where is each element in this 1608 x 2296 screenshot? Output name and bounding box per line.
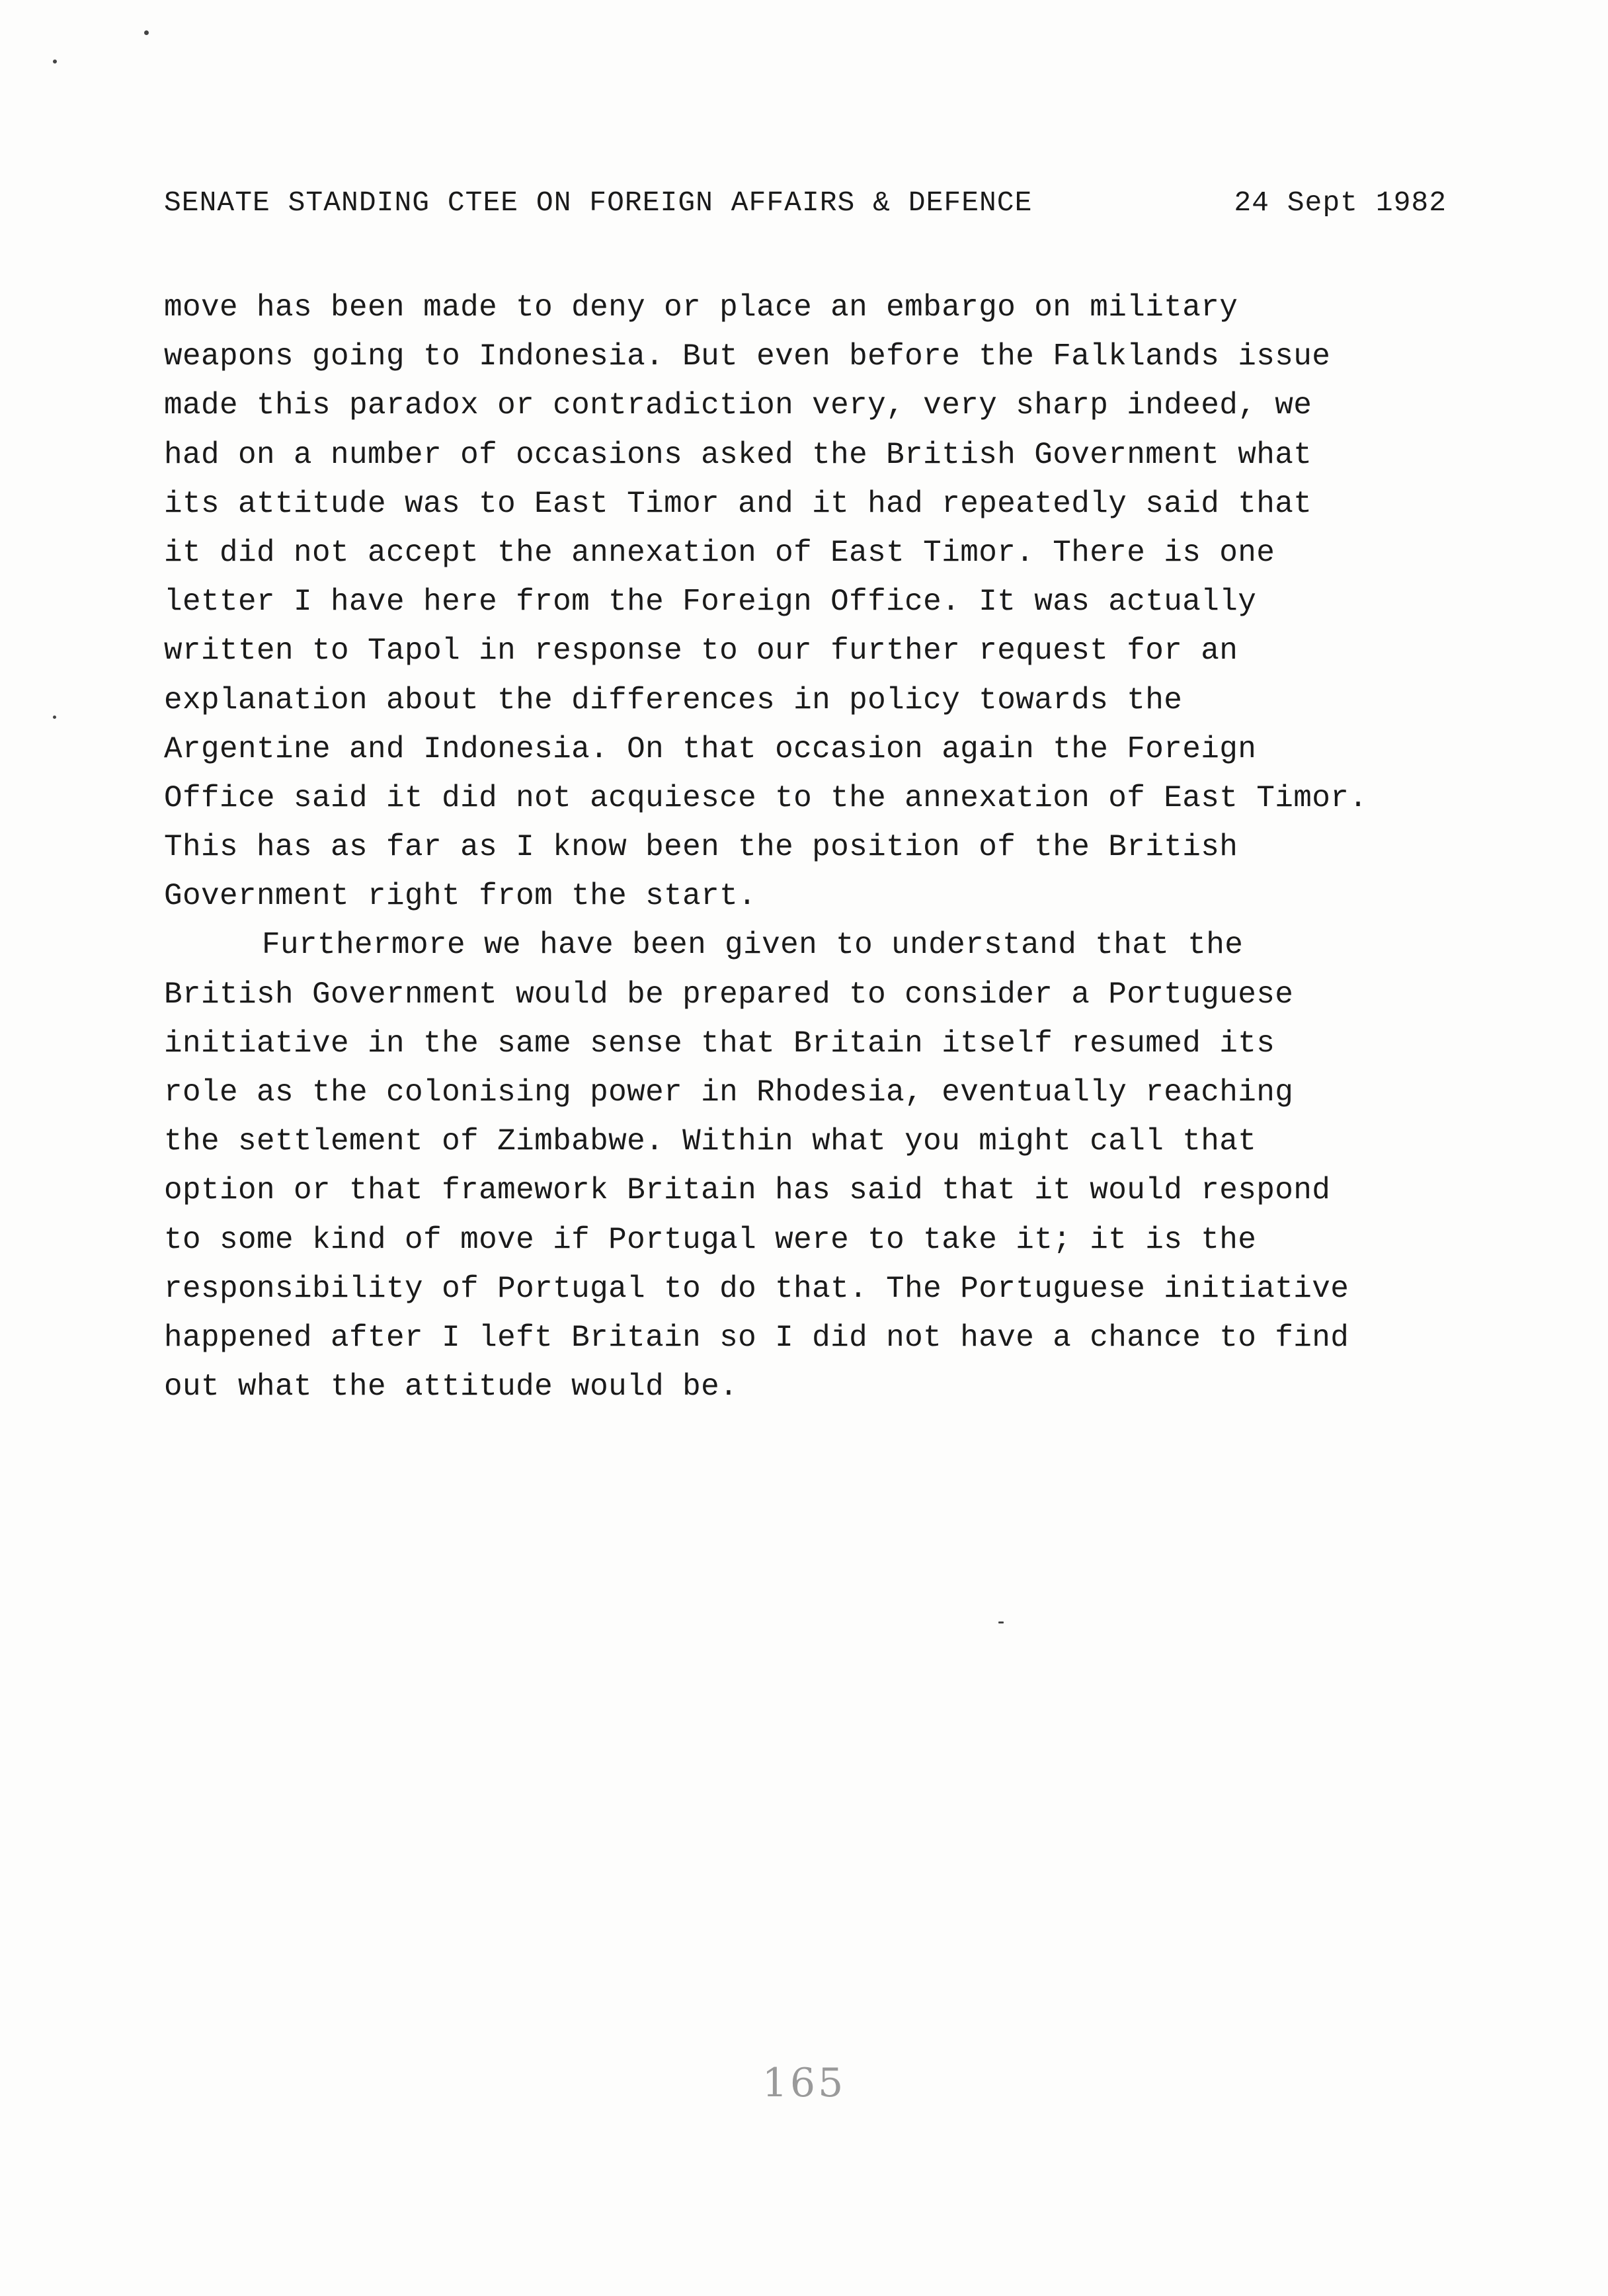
text-line: out what the attitude would be. [164,1370,739,1405]
text-line: made this paradox or contradiction very, very sharp indeed, we [164,388,1312,423]
text-line: happened after I left Britain so I did not have a chance to find [164,1320,1349,1355]
paragraph-start-line: Furthermore we have been given to understand that the [262,928,1244,963]
scan-speck [53,716,56,719]
text-line: Argentine and Indonesia. On that occasion again the Foreign [164,731,1257,766]
scan-speck [144,30,149,35]
text-line: option or that framework Britain has said that it would respond [164,1173,1331,1208]
transcript-body [164,283,1460,1411]
header-date: 24 Sept 1982 [1234,186,1447,219]
text-line: British Government would be prepared to consider a Portuguese [164,977,1294,1012]
text-line: Office said it did not acquiesce to the annexation of East Timor. [164,780,1368,815]
text-line: This has as far as I know been the position of the British [164,830,1238,865]
text-line: initiative in the same sense that Britain itself resumed its [164,1026,1275,1061]
text-line: the settlement of Zimbabwe. Within what you might call that [164,1124,1257,1159]
text-line: weapons going to Indonesia. But even before the Falklands issue [164,339,1331,374]
text-line: Government right from the start. [164,879,757,914]
text-line: to some kind of move if Portugal were to take it; it is the [164,1222,1257,1257]
text-line: its attitude was to East Timor and it had repeatedly said that [164,486,1312,521]
scan-speck [53,60,57,63]
header-title: SENATE STANDING CTEE ON FOREIGN AFFAIRS & DEFENCE [164,186,1033,219]
text-line: written to Tapol in response to our further request for an [164,634,1238,669]
scan-speck [998,1621,1004,1623]
text-line: it did not accept the annexation of East Timor. There is one [164,535,1275,570]
text-line: role as the colonising power in Rhodesia, eventually reaching [164,1075,1294,1110]
text-line: move has been made to deny or place an embargo on military [164,290,1238,325]
page-number: 165 [762,2060,846,2106]
text-line: responsibility of Portugal to do that. The Portuguese initiative [164,1271,1349,1306]
text-line: had on a number of occasions asked the British Government what [164,437,1312,472]
text-line: explanation about the differences in policy towards the [164,682,1183,718]
text-line: letter I have here from the Foreign Office. It was actually [164,585,1257,620]
